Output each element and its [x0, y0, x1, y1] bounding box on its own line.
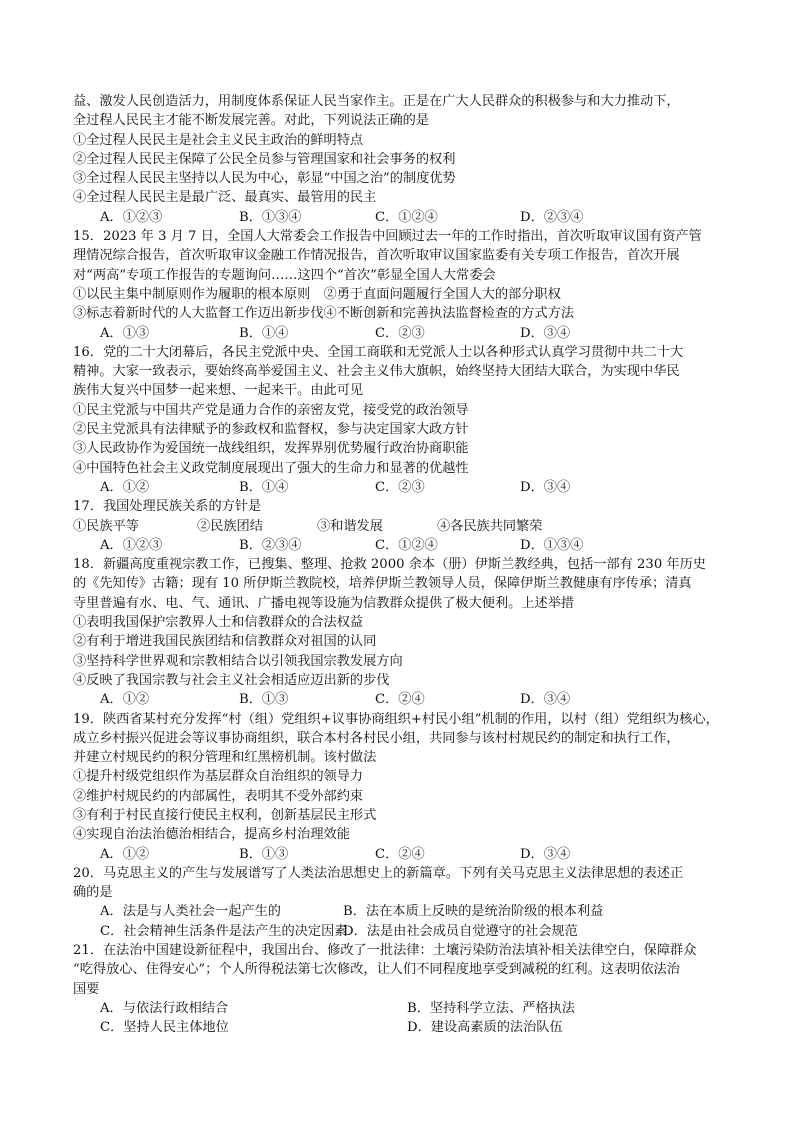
option-b[interactable]: B．坚持科学立法、严格执法 — [407, 1000, 575, 1016]
statement: ④各民族共同繁荣 — [437, 518, 543, 534]
option-a[interactable]: A．①③ — [100, 325, 150, 341]
option-d[interactable]: D．③④ — [520, 479, 571, 495]
stem-line: 并建立村规民约的积分管理和红黑榜机制。该村做法 — [73, 750, 377, 766]
stem-line: 的《先知传》古籍；现有 10 所伊斯兰教院校，培养伊斯兰教领导人员，保障伊斯兰教健康有序传承；清真 — [73, 576, 692, 592]
option-a[interactable]: A．法是与人类社会一起产生的 — [100, 904, 281, 920]
stem-line: 21．在法治中国建设新征程中，我国出台、修改了一批法律：土壤污染防治法填补相关法律空白，保障群众 — [73, 943, 697, 959]
statement: ④实现自治法治德治相结合，提高乡村治理效能 — [73, 827, 350, 843]
statement: ②民族团结 — [197, 518, 263, 534]
option-c[interactable]: C．②③ — [375, 479, 425, 495]
answer-options-row — [73, 1018, 727, 1037]
statement: ④全过程人民民主是最广泛、最真实、最管用的民主 — [73, 190, 377, 206]
statement: ③坚持科学世界观和宗教相结合以引领我国宗教发展方向 — [73, 653, 403, 669]
question-16 — [73, 343, 727, 497]
answer-options — [73, 690, 727, 709]
option-a[interactable]: A．①②③ — [100, 537, 163, 553]
option-c[interactable]: C．②③ — [375, 325, 425, 341]
option-b[interactable]: B．②③④ — [239, 537, 302, 553]
statement: ②全过程人民民主保障了公民全员参与管理国家和社会事务的权利 — [73, 151, 456, 167]
answer-options — [73, 324, 727, 343]
statement: ②民主党派具有法律赋予的参政权和监督权，参与决定国家大政方针 — [73, 422, 469, 438]
exam-page — [73, 92, 727, 1038]
option-d[interactable]: D．法是由社会成员自觉遵守的社会规范 — [343, 923, 578, 939]
stem-line: 对“两高”专项工作报告的专题询问……这四个“首次”彰显全国人大常委会 — [73, 267, 496, 283]
option-b[interactable]: B．①③ — [239, 692, 289, 708]
option-d[interactable]: D．③④ — [520, 846, 571, 862]
option-d[interactable]: D．①③④ — [520, 537, 584, 553]
answer-options — [73, 478, 727, 497]
question-15 — [73, 227, 727, 343]
option-d[interactable]: D．②③④ — [520, 209, 584, 225]
answer-options — [73, 536, 727, 555]
statement-row — [73, 517, 727, 536]
stem-line: 20．马克思主义的产生与发展谱写了人类法治思想史上的新篇章。下列有关马克思主义法律思想的表述正 — [73, 865, 684, 881]
stem-line: 19．陕西省某村充分发挥“村（组）党组织+议事协商组织+村民小组”机制的作用，以村（组）党组织为核心， — [73, 711, 719, 727]
option-b[interactable]: B．①④ — [239, 325, 289, 341]
stem-line: 寺里普遍有水、电、气、通讯、广播电视等设施为信教群众提供了极大便利。上述举措 — [73, 595, 575, 611]
statement: ①提升村级党组织作为基层群众自治组织的领导力 — [73, 769, 364, 785]
stem-line: 17．我国处理民族关系的方针是 — [73, 499, 262, 515]
statement: ③全过程人民民主坚持以人民为中心，彰显“中国之治”的制度优势 — [73, 171, 456, 187]
option-a[interactable]: A．与依法行政相结合 — [100, 1000, 229, 1016]
statement: ②维护村规民约的内部属性，表明其不受外部约束 — [73, 788, 364, 804]
question-18 — [73, 555, 727, 709]
statement: ①民族平等 — [73, 518, 139, 534]
option-a[interactable]: A．①② — [100, 692, 150, 708]
option-c[interactable]: C．坚持人民主体地位 — [100, 1020, 229, 1036]
option-a[interactable]: A．①②③ — [100, 209, 163, 225]
stem-line: 国要 — [73, 981, 100, 997]
statement: ①表明我国保护宗教界人士和信教群众的合法权益 — [73, 615, 364, 631]
option-c[interactable]: C．①②④ — [375, 537, 438, 553]
statement: ②有利于增进我国民族团结和信教群众对祖国的认同 — [73, 634, 377, 650]
statement: ①民主党派与中国共产党是通力合作的亲密友党，接受党的政治领导 — [73, 402, 469, 418]
option-d[interactable]: D．③④ — [520, 692, 571, 708]
option-b[interactable]: B．①④ — [239, 479, 289, 495]
statement: ③人民政协作为爱国统一战线组织，发挥界别优势履行政治协商职能 — [73, 441, 469, 457]
option-c[interactable]: C．②④ — [375, 692, 425, 708]
stem-line: 全过程人民民主才能不断发展完善。对此，下列说法正确的是 — [73, 113, 430, 129]
option-a[interactable]: A．①② — [100, 479, 150, 495]
question-17 — [73, 497, 727, 555]
statement: ④反映了我国宗教与社会主义社会相适应迈出新的步伐 — [73, 672, 390, 688]
stem-line: 精神。大家一致表示，要始终高举爱国主义、社会主义伟大旗帜，始终坚持大团结大联合，为实现中华民 — [73, 364, 680, 380]
answer-options-row — [73, 902, 727, 921]
option-b[interactable]: B．法在本质上反映的是统治阶级的根本利益 — [343, 904, 604, 920]
stem-line: 理情况综合报告，首次听取审议金融工作情况报告，首次听取审议国家监委有关专项工作报告，首次开展 — [73, 248, 680, 264]
answer-options-row — [73, 999, 727, 1018]
stem-line: 成立乡村振兴促进会等议事协商组织，联合本村各村民小组，共同参与该村村规民约的制定和执行工作， — [73, 730, 680, 746]
stem-line: 族伟大复兴中国梦一起来想、一起来干。由此可见 — [73, 383, 364, 399]
question-21 — [73, 941, 727, 1037]
question-19 — [73, 710, 727, 864]
statement: ④中国特色社会主义政党制度展现出了强大的生命力和显著的优越性 — [73, 460, 469, 476]
answer-options-row — [73, 922, 727, 941]
statement: ①以民主集中制原则作为履职的根本原则 ②勇于直面问题履行全国人大的部分职权 — [73, 286, 561, 302]
answer-options — [73, 208, 727, 227]
answer-options — [73, 845, 727, 864]
option-b[interactable]: B．①③④ — [239, 209, 302, 225]
option-a[interactable]: A．①② — [100, 846, 150, 862]
stem-line: 确的是 — [73, 885, 113, 901]
question-20 — [73, 864, 727, 941]
option-c[interactable]: C．②④ — [375, 846, 425, 862]
option-d[interactable]: D．③④ — [520, 325, 571, 341]
stem-line: 18．新疆高度重视宗教工作，已搜集、整理、抢救 2000 余本（册）伊斯兰教经典，包括一部有 230 年历史 — [73, 557, 706, 573]
stem-line: 16．党的二十大闭幕后，各民主党派中央、全国工商联和无党派人士以各种形式认真学习贯彻中共二十大 — [73, 344, 684, 360]
option-c[interactable]: C．社会精神生活条件是法产生的决定因素 — [100, 923, 348, 939]
statement: ③标志着新时代的人大监督工作迈出新步伐④不断创新和完善执法监督检查的方式方法 — [73, 306, 575, 322]
statement: ①全过程人民民主是社会主义民主政治的鲜明特点 — [73, 132, 364, 148]
option-c[interactable]: C．①②④ — [375, 209, 438, 225]
statement: ③有利于村民直接行使民主权利，创新基层民主形式 — [73, 807, 377, 823]
option-b[interactable]: B．①③ — [239, 846, 289, 862]
stem-line: 益、激发人民创造活力，用制度体系保证人民当家作主。正是在广大人民群众的积极参与和大力推动下， — [73, 94, 680, 109]
question-14-continued — [73, 92, 727, 227]
statement: ③和谐发展 — [317, 518, 383, 534]
stem-line: “吃得放心、住得安心”；个人所得税法第七次修改，让人们不同程度地享受到减税的红利。这表明依法治 — [73, 962, 680, 978]
option-d[interactable]: D．建设高素质的法治队伍 — [407, 1020, 563, 1036]
stem-line: 15．2023 年 3 月 7 日，全国人大常委会工作报告中回顾过去一年的工作时指出，首次听取审议国有资产管 — [73, 229, 702, 245]
